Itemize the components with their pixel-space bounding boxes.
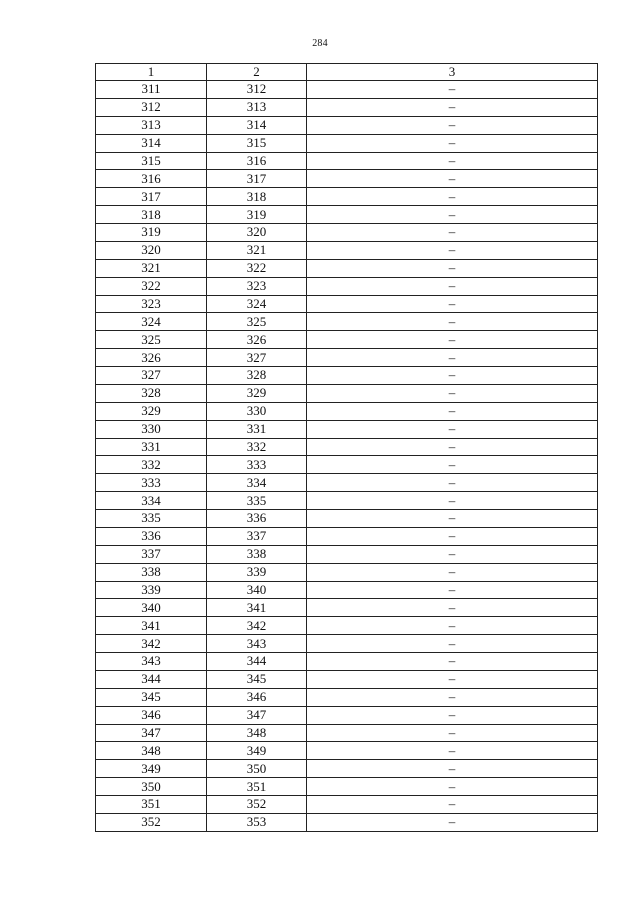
table-cell-col-1: 316: [96, 170, 207, 188]
table-cell-col-2: 343: [207, 635, 307, 653]
table-cell-col-3: –: [307, 742, 598, 760]
table-cell-col-1: 331: [96, 438, 207, 456]
table-cell-col-2: 327: [207, 349, 307, 367]
data-table: [95, 63, 598, 832]
table-cell-col-3: –: [307, 492, 598, 510]
table-row: [96, 259, 598, 277]
table-row: [96, 206, 598, 224]
table-row: [96, 688, 598, 706]
table-cell-col-3: –: [307, 510, 598, 528]
table-row: [96, 813, 598, 831]
table-cell-col-2: 318: [207, 188, 307, 206]
table-cell-col-2: 341: [207, 599, 307, 617]
table-cell-col-1: 339: [96, 581, 207, 599]
table-cell-col-1: 336: [96, 527, 207, 545]
table-cell-col-3: –: [307, 188, 598, 206]
table-cell-col-2: 335: [207, 492, 307, 510]
table-cell-col-2: 313: [207, 98, 307, 116]
table-cell-col-3: –: [307, 277, 598, 295]
table-cell-col-2: 339: [207, 563, 307, 581]
table-cell-col-2: 332: [207, 438, 307, 456]
table-cell-col-3: –: [307, 384, 598, 402]
table-cell-col-3: –: [307, 224, 598, 242]
table-row: [96, 367, 598, 385]
table-cell-col-2: 331: [207, 420, 307, 438]
table-cell-col-2: 323: [207, 277, 307, 295]
table-cell-col-3: –: [307, 367, 598, 385]
table-cell-col-1: 341: [96, 617, 207, 635]
table-cell-col-2: 352: [207, 796, 307, 814]
table-cell-col-1: 343: [96, 653, 207, 671]
table-row: [96, 563, 598, 581]
table-cell-col-2: 312: [207, 81, 307, 99]
table-cell-col-3: –: [307, 313, 598, 331]
table-cell-col-3: –: [307, 456, 598, 474]
table-cell-col-2: 325: [207, 313, 307, 331]
table-row: [96, 653, 598, 671]
table-cell-col-1: 335: [96, 510, 207, 528]
table-cell-col-2: 336: [207, 510, 307, 528]
table-cell-col-3: –: [307, 438, 598, 456]
table-cell-col-2: 350: [207, 760, 307, 778]
table-cell-col-2: 337: [207, 527, 307, 545]
table-cell-col-1: 318: [96, 206, 207, 224]
table-cell-col-1: 340: [96, 599, 207, 617]
table-row: [96, 81, 598, 99]
table-body: [96, 64, 598, 832]
table-cell-col-1: 320: [96, 241, 207, 259]
table-cell-col-2: 347: [207, 706, 307, 724]
table-cell-col-3: –: [307, 152, 598, 170]
table-cell-col-3: –: [307, 295, 598, 313]
table-cell-col-2: 319: [207, 206, 307, 224]
table-cell-col-1: 338: [96, 563, 207, 581]
table-cell-col-3: –: [307, 617, 598, 635]
table-row: [96, 617, 598, 635]
table-cell-col-1: 337: [96, 545, 207, 563]
table-cell-col-1: 348: [96, 742, 207, 760]
table-row: [96, 670, 598, 688]
table-cell-col-2: 338: [207, 545, 307, 563]
table-cell-col-1: 326: [96, 349, 207, 367]
table-cell-col-3: –: [307, 527, 598, 545]
table-cell-col-3: –: [307, 581, 598, 599]
table-cell-col-3: –: [307, 331, 598, 349]
table-row: [96, 510, 598, 528]
table-row: [96, 224, 598, 242]
table-cell-col-3: –: [307, 670, 598, 688]
table-cell-col-1: 313: [96, 116, 207, 134]
table-row: [96, 384, 598, 402]
table-cell-col-1: 311: [96, 81, 207, 99]
table-cell-col-1: 314: [96, 134, 207, 152]
table-cell-col-2: 342: [207, 617, 307, 635]
table-cell-col-1: 349: [96, 760, 207, 778]
table-row: [96, 545, 598, 563]
table-cell-col-2: 329: [207, 384, 307, 402]
table-row: [96, 778, 598, 796]
table-cell-col-3: –: [307, 813, 598, 831]
table-cell-col-2: 330: [207, 402, 307, 420]
table-row: [96, 152, 598, 170]
table-cell-col-2: 322: [207, 259, 307, 277]
table-cell-col-2: 334: [207, 474, 307, 492]
table-row: [96, 599, 598, 617]
table-row: [96, 295, 598, 313]
table-cell-col-2: 328: [207, 367, 307, 385]
table-cell-col-3: –: [307, 81, 598, 99]
table-row: [96, 241, 598, 259]
column-header-3: 3: [307, 64, 598, 81]
table-cell-col-3: –: [307, 241, 598, 259]
table-cell-col-1: 332: [96, 456, 207, 474]
table-cell-col-3: –: [307, 760, 598, 778]
table-cell-col-1: 345: [96, 688, 207, 706]
table-cell-col-1: 334: [96, 492, 207, 510]
table-cell-col-3: –: [307, 635, 598, 653]
table-cell-col-1: 325: [96, 331, 207, 349]
table-cell-col-1: 322: [96, 277, 207, 295]
table-cell-col-1: 342: [96, 635, 207, 653]
page-number: 284: [312, 38, 328, 49]
table-cell-col-1: 346: [96, 706, 207, 724]
table-cell-col-1: 352: [96, 813, 207, 831]
table-cell-col-1: 347: [96, 724, 207, 742]
table-cell-col-1: 315: [96, 152, 207, 170]
table-cell-col-3: –: [307, 778, 598, 796]
table-row: [96, 474, 598, 492]
table-cell-col-2: 326: [207, 331, 307, 349]
table-row: [96, 277, 598, 295]
table-cell-col-2: 340: [207, 581, 307, 599]
table-cell-col-1: 330: [96, 420, 207, 438]
table-cell-col-3: –: [307, 402, 598, 420]
table-cell-col-3: –: [307, 599, 598, 617]
table-cell-col-2: 348: [207, 724, 307, 742]
column-header-1: 1: [96, 64, 207, 81]
table-cell-col-3: –: [307, 796, 598, 814]
table-cell-col-2: 314: [207, 116, 307, 134]
table-row: [96, 742, 598, 760]
table-row: [96, 98, 598, 116]
table-row: [96, 796, 598, 814]
table-cell-col-2: 344: [207, 653, 307, 671]
table-cell-col-3: –: [307, 545, 598, 563]
table-cell-col-3: –: [307, 474, 598, 492]
table-cell-col-3: –: [307, 259, 598, 277]
table-row: [96, 706, 598, 724]
table-cell-col-1: 350: [96, 778, 207, 796]
table-cell-col-3: –: [307, 688, 598, 706]
table-cell-col-1: 321: [96, 259, 207, 277]
header-row: [96, 64, 598, 81]
table-row: [96, 349, 598, 367]
table-row: [96, 188, 598, 206]
table-cell-col-1: 328: [96, 384, 207, 402]
table-cell-col-3: –: [307, 563, 598, 581]
table-cell-col-2: 320: [207, 224, 307, 242]
table-cell-col-1: 329: [96, 402, 207, 420]
table-cell-col-2: 316: [207, 152, 307, 170]
table-row: [96, 635, 598, 653]
table-cell-col-2: 349: [207, 742, 307, 760]
table-row: [96, 581, 598, 599]
table-cell-col-3: –: [307, 134, 598, 152]
table-cell-col-3: –: [307, 170, 598, 188]
column-header-2: 2: [207, 64, 307, 81]
table-row: [96, 724, 598, 742]
table-cell-col-1: 344: [96, 670, 207, 688]
table-cell-col-2: 324: [207, 295, 307, 313]
table-cell-col-1: 312: [96, 98, 207, 116]
table-row: [96, 313, 598, 331]
table-cell-col-3: –: [307, 206, 598, 224]
table-cell-col-3: –: [307, 653, 598, 671]
table-cell-col-1: 319: [96, 224, 207, 242]
table-row: [96, 402, 598, 420]
table-cell-col-3: –: [307, 420, 598, 438]
table-row: [96, 456, 598, 474]
table-row: [96, 492, 598, 510]
table-row: [96, 760, 598, 778]
table-cell-col-1: 327: [96, 367, 207, 385]
table-row: [96, 170, 598, 188]
table-cell-col-1: 317: [96, 188, 207, 206]
table-row: [96, 527, 598, 545]
table-cell-col-3: –: [307, 116, 598, 134]
table-cell-col-3: –: [307, 98, 598, 116]
table-cell-col-2: 345: [207, 670, 307, 688]
table-cell-col-2: 317: [207, 170, 307, 188]
table-cell-col-3: –: [307, 724, 598, 742]
table-cell-col-2: 353: [207, 813, 307, 831]
table-row: [96, 438, 598, 456]
table-cell-col-3: –: [307, 706, 598, 724]
table-row: [96, 134, 598, 152]
table-cell-col-2: 351: [207, 778, 307, 796]
table-cell-col-1: 351: [96, 796, 207, 814]
table-cell-col-2: 321: [207, 241, 307, 259]
table-cell-col-2: 346: [207, 688, 307, 706]
table-cell-col-1: 323: [96, 295, 207, 313]
table-cell-col-1: 333: [96, 474, 207, 492]
table-cell-col-2: 315: [207, 134, 307, 152]
table-row: [96, 331, 598, 349]
table-cell-col-3: –: [307, 349, 598, 367]
table-row: [96, 420, 598, 438]
table-row: [96, 116, 598, 134]
table-cell-col-2: 333: [207, 456, 307, 474]
table-cell-col-1: 324: [96, 313, 207, 331]
